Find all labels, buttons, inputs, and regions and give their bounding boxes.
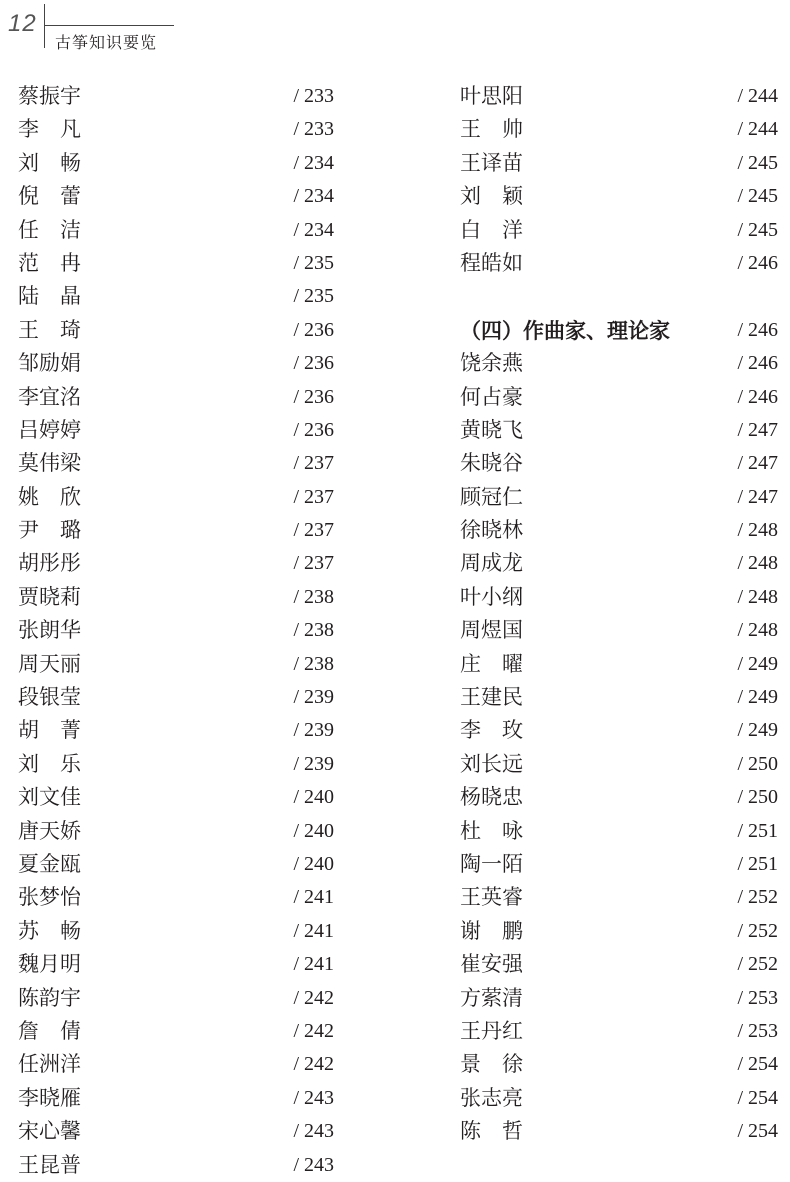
toc-entry[interactable] bbox=[18, 113, 334, 146]
entry-name: 顾冠仁 bbox=[460, 484, 523, 509]
toc-entry[interactable] bbox=[460, 381, 778, 414]
entry-page: / 252 bbox=[737, 919, 778, 942]
entry-name: 陈 哲 bbox=[460, 1119, 523, 1144]
entry-name: 胡彤彤 bbox=[18, 551, 81, 576]
toc-entry[interactable] bbox=[18, 314, 334, 347]
entry-name: 莫伟梁 bbox=[18, 451, 81, 476]
section-title: （四）作曲家、理论家 bbox=[460, 317, 670, 343]
entry-page: / 247 bbox=[737, 418, 778, 441]
entry-page: / 243 bbox=[293, 1086, 334, 1109]
entry-page: / 246 bbox=[737, 385, 778, 408]
toc-entry[interactable] bbox=[18, 781, 334, 814]
entry-page: / 240 bbox=[293, 786, 334, 809]
entry-page: / 240 bbox=[293, 852, 334, 875]
entry-page: / 252 bbox=[737, 886, 778, 909]
toc-entry[interactable] bbox=[18, 481, 334, 514]
entry-page: / 238 bbox=[293, 619, 334, 642]
entry-name: 朱晓谷 bbox=[460, 451, 523, 476]
entry-page: / 249 bbox=[737, 719, 778, 742]
toc-entry[interactable] bbox=[460, 781, 778, 814]
entry-page: / 241 bbox=[293, 886, 334, 909]
entry-name: 张朗华 bbox=[18, 618, 81, 643]
entry-name: 庄 曜 bbox=[460, 651, 523, 676]
entry-name: 刘长远 bbox=[460, 751, 523, 776]
entry-name: 王建民 bbox=[460, 685, 523, 710]
entry-name: 苏 畅 bbox=[18, 918, 81, 943]
toc-left-column bbox=[18, 80, 334, 1182]
entry-page: / 248 bbox=[737, 585, 778, 608]
toc-entry[interactable] bbox=[18, 815, 334, 848]
entry-name: 詹 倩 bbox=[18, 1018, 81, 1043]
entry-name: 张志亮 bbox=[460, 1085, 523, 1110]
page-header bbox=[0, 0, 200, 60]
entry-name: 白 洋 bbox=[460, 217, 523, 242]
entry-name: 王丹红 bbox=[460, 1018, 523, 1043]
entry-name: 吕婷婷 bbox=[18, 417, 81, 442]
entry-page: / 251 bbox=[737, 852, 778, 875]
toc-entry[interactable] bbox=[460, 648, 778, 681]
entry-name: 程皓如 bbox=[460, 250, 523, 275]
toc-entry[interactable] bbox=[18, 80, 334, 113]
entry-name: 姚 欣 bbox=[18, 484, 81, 509]
entry-page: / 249 bbox=[737, 686, 778, 709]
entry-name: 何占豪 bbox=[460, 384, 523, 409]
toc-entry[interactable] bbox=[460, 1082, 778, 1115]
toc-entry[interactable] bbox=[18, 982, 334, 1015]
entry-name: 蔡振宇 bbox=[18, 84, 81, 108]
toc-entry[interactable] bbox=[460, 982, 778, 1015]
toc-entry[interactable] bbox=[18, 147, 334, 180]
entry-name: 任洲洋 bbox=[18, 1052, 81, 1077]
entry-name: 周成龙 bbox=[460, 551, 523, 576]
page-number: 12 bbox=[8, 10, 37, 37]
entry-name: 周煜国 bbox=[460, 618, 523, 643]
entry-page: / 251 bbox=[737, 819, 778, 842]
entry-page: / 237 bbox=[293, 452, 334, 475]
toc-right-column bbox=[460, 80, 778, 1149]
toc-entry[interactable] bbox=[460, 748, 778, 781]
section-page: / 246 bbox=[737, 318, 778, 341]
entry-page: / 250 bbox=[737, 786, 778, 809]
entry-name: 王昆普 bbox=[18, 1152, 81, 1177]
entry-page: / 246 bbox=[737, 251, 778, 274]
entry-name: 李 凡 bbox=[18, 117, 81, 142]
toc-right-top-list bbox=[460, 80, 778, 280]
section-gap bbox=[460, 280, 778, 313]
entry-name: 周天丽 bbox=[18, 651, 81, 676]
entry-page: / 253 bbox=[737, 1019, 778, 1042]
toc-entry[interactable] bbox=[460, 147, 778, 180]
toc-entry[interactable] bbox=[460, 514, 778, 547]
toc-entry[interactable] bbox=[18, 848, 334, 881]
entry-name: 胡 菁 bbox=[18, 718, 81, 743]
toc-entry[interactable] bbox=[460, 714, 778, 747]
entry-name: 刘文佳 bbox=[18, 785, 81, 810]
toc-entry[interactable] bbox=[18, 614, 334, 647]
entry-name: 刘 畅 bbox=[18, 150, 81, 175]
entry-page: / 239 bbox=[293, 719, 334, 742]
toc-entry[interactable] bbox=[460, 1015, 778, 1048]
entry-page: / 246 bbox=[737, 352, 778, 375]
toc-entry[interactable] bbox=[18, 948, 334, 981]
toc-entry[interactable] bbox=[18, 247, 334, 280]
toc-entry[interactable] bbox=[460, 214, 778, 247]
entry-page: / 247 bbox=[737, 452, 778, 475]
toc-entry[interactable] bbox=[18, 214, 334, 247]
toc-entry[interactable] bbox=[18, 347, 334, 380]
entry-page: / 236 bbox=[293, 385, 334, 408]
entry-page: / 252 bbox=[737, 953, 778, 976]
toc-entry[interactable] bbox=[18, 748, 334, 781]
entry-name: 邹励娟 bbox=[18, 351, 81, 376]
entry-page: / 253 bbox=[737, 986, 778, 1009]
entry-page: / 233 bbox=[293, 118, 334, 141]
entry-name: 饶余燕 bbox=[460, 351, 523, 376]
entry-page: / 248 bbox=[737, 519, 778, 542]
toc-entry[interactable] bbox=[460, 247, 778, 280]
entry-page: / 247 bbox=[737, 485, 778, 508]
entry-page: / 235 bbox=[293, 251, 334, 274]
toc-entry[interactable] bbox=[460, 1048, 778, 1081]
entry-name: 方萦清 bbox=[460, 985, 523, 1010]
entry-name: 宋心馨 bbox=[18, 1119, 81, 1144]
entry-name: 李 玫 bbox=[460, 718, 523, 743]
toc-entry[interactable] bbox=[18, 1015, 334, 1048]
entry-name: 张梦怡 bbox=[18, 885, 81, 910]
entry-name: 叶小纲 bbox=[460, 584, 523, 609]
entry-page: / 237 bbox=[293, 519, 334, 542]
entry-name: 杨晓忠 bbox=[460, 785, 523, 810]
toc-entry[interactable] bbox=[18, 414, 334, 447]
entry-name: 范 冉 bbox=[18, 250, 81, 275]
entry-name: 崔安强 bbox=[460, 952, 523, 977]
entry-page: / 254 bbox=[737, 1120, 778, 1143]
toc-entry[interactable] bbox=[460, 481, 778, 514]
toc-entry[interactable] bbox=[18, 681, 334, 714]
entry-page: / 238 bbox=[293, 585, 334, 608]
toc-entry[interactable] bbox=[18, 1082, 334, 1115]
entry-name: 段银莹 bbox=[18, 685, 81, 710]
toc-entry[interactable] bbox=[18, 1048, 334, 1081]
toc-entry[interactable] bbox=[18, 881, 334, 914]
entry-page: / 234 bbox=[293, 151, 334, 174]
entry-name: 倪 蕾 bbox=[18, 184, 81, 209]
toc-entry[interactable] bbox=[18, 915, 334, 948]
toc-entry[interactable] bbox=[460, 948, 778, 981]
entry-page: / 248 bbox=[737, 552, 778, 575]
entry-name: 徐晓林 bbox=[460, 518, 523, 543]
entry-name: 陆 晶 bbox=[18, 284, 81, 309]
entry-page: / 244 bbox=[737, 118, 778, 141]
toc-entry[interactable] bbox=[460, 113, 778, 146]
entry-name: 刘 颖 bbox=[460, 184, 523, 209]
toc-entry[interactable] bbox=[460, 180, 778, 213]
entry-page: / 233 bbox=[293, 85, 334, 107]
toc-section-heading[interactable] bbox=[460, 314, 778, 347]
toc-entry[interactable] bbox=[18, 180, 334, 213]
toc-entry[interactable] bbox=[460, 681, 778, 714]
entry-page: / 241 bbox=[293, 953, 334, 976]
entry-page: / 241 bbox=[293, 919, 334, 942]
toc-entry[interactable] bbox=[460, 1115, 778, 1148]
toc-entry[interactable] bbox=[18, 1115, 334, 1148]
entry-name: 唐天娇 bbox=[18, 818, 81, 843]
entry-page: / 242 bbox=[293, 1019, 334, 1042]
entry-name: 任 洁 bbox=[18, 217, 81, 242]
entry-page: / 237 bbox=[293, 552, 334, 575]
toc-entry[interactable] bbox=[460, 447, 778, 480]
toc-right-bottom-list bbox=[460, 347, 778, 1148]
entry-page: / 234 bbox=[293, 185, 334, 208]
entry-page: / 244 bbox=[737, 85, 778, 107]
entry-name: 刘 乐 bbox=[18, 751, 81, 776]
entry-name: 王英睿 bbox=[460, 885, 523, 910]
header-horizontal-rule bbox=[44, 25, 174, 26]
entry-name: 陶一陌 bbox=[460, 851, 523, 876]
toc-entry[interactable] bbox=[460, 347, 778, 380]
entry-name: 谢 鹏 bbox=[460, 918, 523, 943]
toc-entry[interactable] bbox=[460, 581, 778, 614]
entry-name: 李晓雁 bbox=[18, 1085, 81, 1110]
entry-page: / 245 bbox=[737, 218, 778, 241]
entry-page: / 236 bbox=[293, 352, 334, 375]
entry-name: 夏金瓯 bbox=[18, 851, 81, 876]
toc-entry[interactable] bbox=[18, 514, 334, 547]
entry-name: 陈韵宇 bbox=[18, 985, 81, 1010]
entry-page: / 243 bbox=[293, 1153, 334, 1176]
entry-page: / 234 bbox=[293, 218, 334, 241]
toc-entry[interactable] bbox=[460, 848, 778, 881]
entry-name: 王 琦 bbox=[18, 317, 81, 342]
toc-entry[interactable] bbox=[18, 648, 334, 681]
entry-page: / 239 bbox=[293, 686, 334, 709]
entry-name: 叶思阳 bbox=[460, 84, 523, 108]
entry-page: / 254 bbox=[737, 1086, 778, 1109]
header-vertical-rule bbox=[44, 4, 45, 48]
entry-page: / 249 bbox=[737, 652, 778, 675]
entry-page: / 235 bbox=[293, 285, 334, 308]
entry-name: 景 徐 bbox=[460, 1052, 523, 1077]
entry-page: / 236 bbox=[293, 418, 334, 441]
toc-entry[interactable] bbox=[460, 815, 778, 848]
entry-name: 魏月明 bbox=[18, 952, 81, 977]
entry-page: / 239 bbox=[293, 752, 334, 775]
entry-page: / 243 bbox=[293, 1120, 334, 1143]
toc-entry[interactable] bbox=[460, 915, 778, 948]
toc-entry[interactable] bbox=[460, 614, 778, 647]
entry-page: / 245 bbox=[737, 185, 778, 208]
toc-entry[interactable] bbox=[460, 547, 778, 580]
toc-entry[interactable] bbox=[460, 414, 778, 447]
toc-entry[interactable] bbox=[18, 1149, 334, 1182]
entry-name: 贾晓莉 bbox=[18, 584, 81, 609]
entry-name: 王译苗 bbox=[460, 150, 523, 175]
entry-page: / 245 bbox=[737, 151, 778, 174]
entry-name: 黄晓飞 bbox=[460, 417, 523, 442]
entry-page: / 250 bbox=[737, 752, 778, 775]
toc-entry[interactable] bbox=[18, 381, 334, 414]
entry-page: / 242 bbox=[293, 986, 334, 1009]
entry-name: 尹 璐 bbox=[18, 518, 81, 543]
toc-entry[interactable] bbox=[460, 881, 778, 914]
toc-entry[interactable] bbox=[460, 80, 778, 113]
entry-page: / 240 bbox=[293, 819, 334, 842]
running-title: 古筝知识要览 bbox=[55, 33, 158, 52]
entry-name: 王 帅 bbox=[460, 117, 523, 142]
entry-name: 杜 咏 bbox=[460, 818, 523, 843]
entry-page: / 238 bbox=[293, 652, 334, 675]
entry-page: / 237 bbox=[293, 485, 334, 508]
entry-name: 李宜洺 bbox=[18, 384, 81, 409]
entry-page: / 236 bbox=[293, 318, 334, 341]
toc-entry[interactable] bbox=[18, 280, 334, 313]
entry-page: / 242 bbox=[293, 1053, 334, 1076]
toc-entry[interactable] bbox=[18, 447, 334, 480]
entry-page: / 254 bbox=[737, 1053, 778, 1076]
toc-entry[interactable] bbox=[18, 714, 334, 747]
toc-entry[interactable] bbox=[18, 581, 334, 614]
entry-page: / 248 bbox=[737, 619, 778, 642]
toc-entry[interactable] bbox=[18, 547, 334, 580]
